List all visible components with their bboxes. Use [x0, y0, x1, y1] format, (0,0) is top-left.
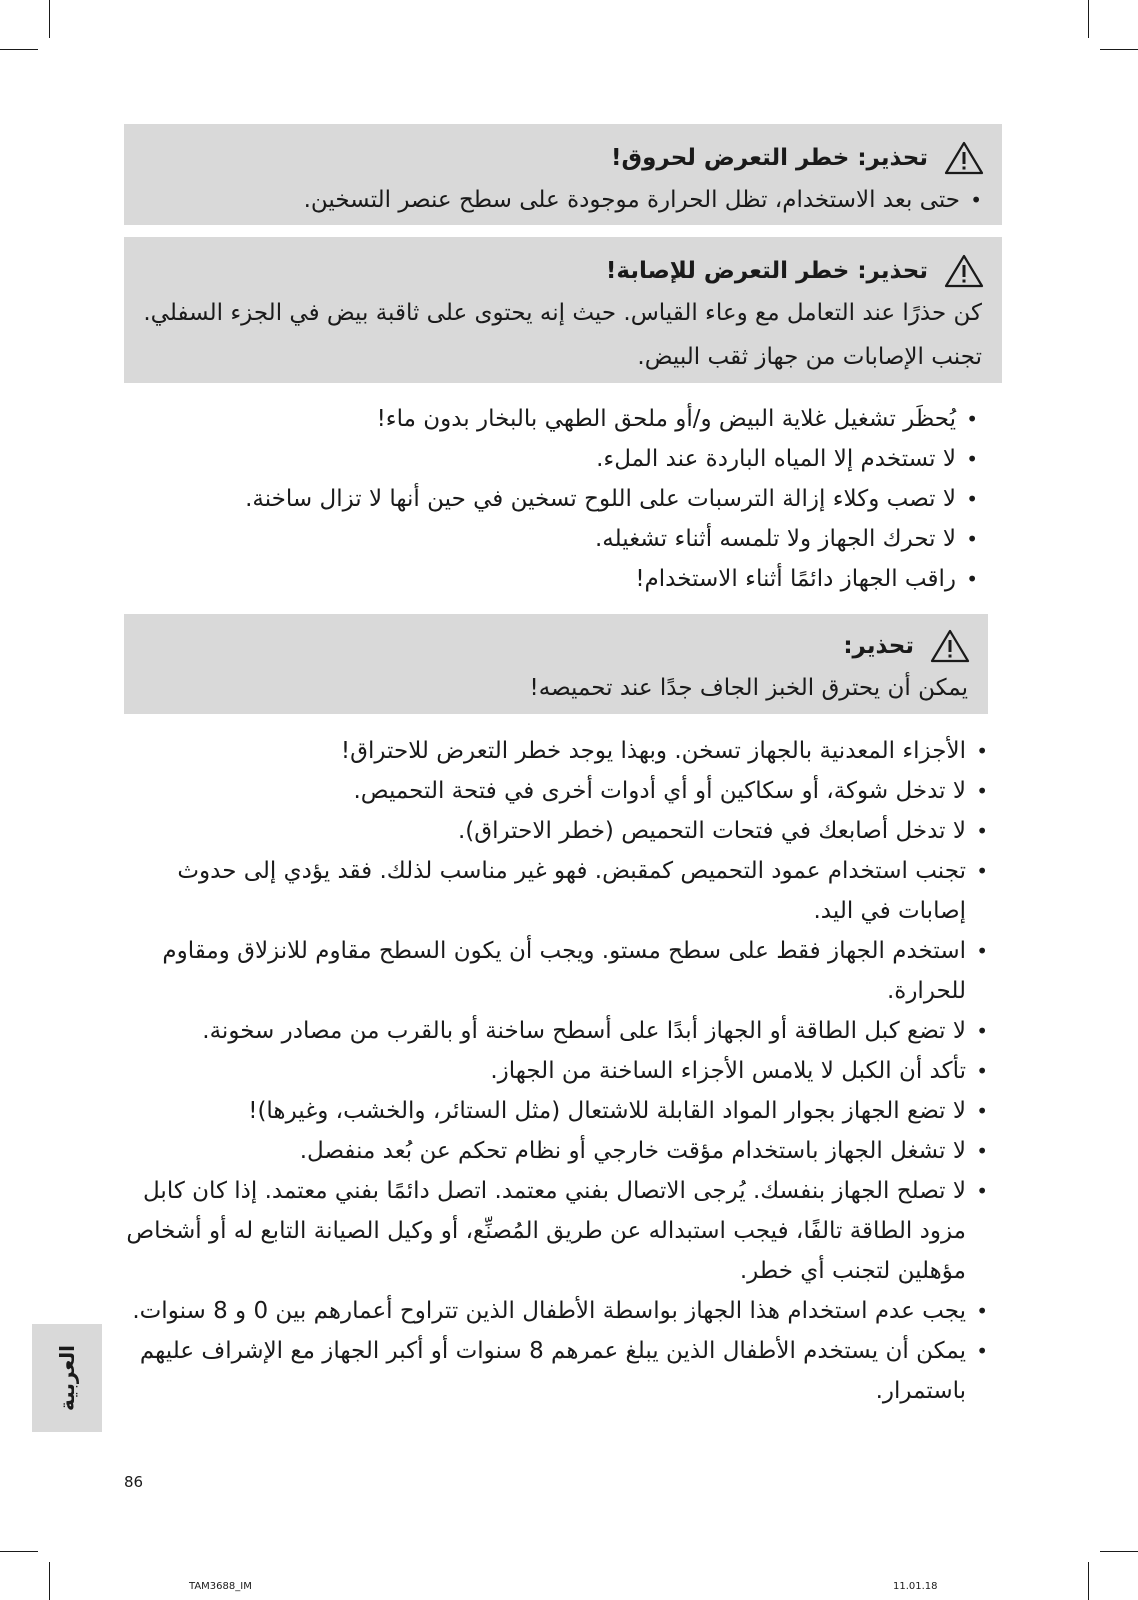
footer-model: TAM3688_IM — [189, 1581, 252, 1592]
warning-box-burns — [124, 124, 1002, 225]
crop-mark — [1088, 0, 1089, 38]
warning-title: تحذير: خطر التعرض لحروق! — [611, 145, 928, 171]
list-item: • حتى بعد الاستخدام، تظل الحرارة موجودة على سطح عنصر التسخين. — [142, 180, 984, 220]
crop-mark — [49, 1562, 50, 1600]
list-item: • لا تدخل أصابعك في فتحات التحميص (خطر الاحتراق). — [124, 811, 990, 851]
list-item: • تأكد أن الكبل لا يلامس الأجزاء الساخنة من الجهاز. — [124, 1051, 990, 1091]
warning-heading — [142, 626, 970, 666]
list-item: • لا تصلح الجهاز بنفسك. يُرجى الاتصال بفني معتمد. اتصل دائمًا بفني معتمد. إذا كان كابل مزود الطاقة تالفًا، فيجب استبداله عن طريق المُصنِّع، أو وكيل الصيانة التابع له أو أشخاص مؤهلين لتجنب أي خطر. — [124, 1171, 990, 1291]
warning-text: كن حذرًا عند التعامل مع وعاء القياس. حيث إنه يحتوى على ثاقبة بيض في الجزء السفلي. تجنب الإصابات من جهاز ثقب البيض. — [143, 300, 982, 370]
crop-mark — [1088, 1562, 1089, 1600]
list-item: • لا تشغل الجهاز باستخدام مؤقت خارجي أو نظام تحكم عن بُعد منفصل. — [124, 1131, 990, 1171]
list-item: • لا تضع كبل الطاقة أو الجهاز أبدًا على أسطح ساخنة أو بالقرب من مصادر سخونة. — [124, 1011, 990, 1051]
warning-bullets — [142, 180, 984, 220]
list-item: • لا تستخدم إلا المياه الباردة عند الملء. — [124, 439, 980, 479]
bullet-list — [124, 731, 990, 1411]
crop-mark — [0, 1551, 38, 1552]
page-number: 86 — [124, 1473, 144, 1491]
bullet-list — [124, 399, 980, 599]
warning-box-injury — [124, 237, 1002, 383]
warning-heading — [142, 138, 984, 178]
warning-text: يمكن أن يحترق الخبز الجاف جدًا عند تحميصه! — [529, 675, 968, 701]
list-item: • الأجزاء المعدنية بالجهاز تسخن. وبهذا يوجد خطر التعرض للاحتراق! — [124, 731, 990, 771]
safety-list-toasting — [124, 731, 990, 1411]
list-item: • يُحظَر تشغيل غلاية البيض و/أو ملحق الطهي بالبخار بدون ماء! — [124, 399, 980, 439]
warning-title: تحذير: — [843, 633, 914, 659]
list-item: • تجنب استخدام عمود التحميص كمقبض. فهو غير مناسب لذلك. فقد يؤدي إلى حدوث إصابات في اليد. — [124, 851, 990, 931]
crop-mark — [1100, 49, 1138, 50]
warning-title: تحذير: خطر التعرض للإصابة! — [605, 258, 928, 284]
list-item: • لا تصب وكلاء إزالة الترسبات على اللوح تسخين في حين أنها لا تزال ساخنة. — [124, 479, 980, 519]
safety-list-boiling — [124, 399, 980, 599]
warning-box-toast — [124, 614, 988, 714]
footer-date: 11.01.18 — [893, 1581, 938, 1592]
list-item: • يجب عدم استخدام هذا الجهاز بواسطة الأطفال الذين تتراوح أعمارهم بين 0 و 8 سنوات. — [124, 1291, 990, 1331]
warning-heading — [142, 251, 984, 291]
warning-triangle-icon — [944, 141, 984, 175]
list-item: • لا تحرك الجهاز ولا تلمسه أثناء تشغيله. — [124, 519, 980, 559]
crop-mark — [1100, 1551, 1138, 1552]
crop-mark — [49, 0, 50, 38]
list-item: • لا تضع الجهاز بجوار المواد القابلة للاشتعال (مثل الستائر، والخشب، وغيرها)! — [124, 1091, 990, 1131]
crop-mark — [0, 49, 38, 50]
list-item: • لا تدخل شوكة، أو سكاكين أو أي أدوات أخرى في فتحة التحميص. — [124, 771, 990, 811]
warning-triangle-icon — [930, 629, 970, 663]
list-item: • يمكن أن يستخدم الأطفال الذين يبلغ عمرهم 8 سنوات أو أكبر الجهاز مع الإشراف عليهم باستمرار. — [124, 1331, 990, 1411]
list-item: • استخدم الجهاز فقط على سطح مستو. ويجب أن يكون السطح مقاوم للانزلاق ومقاوم للحرارة. — [124, 931, 990, 1011]
language-tab-label: العربية — [55, 1345, 79, 1411]
language-tab — [32, 1324, 102, 1432]
list-item: • راقب الجهاز دائمًا أثناء الاستخدام! — [124, 559, 980, 599]
warning-triangle-icon — [944, 254, 984, 288]
